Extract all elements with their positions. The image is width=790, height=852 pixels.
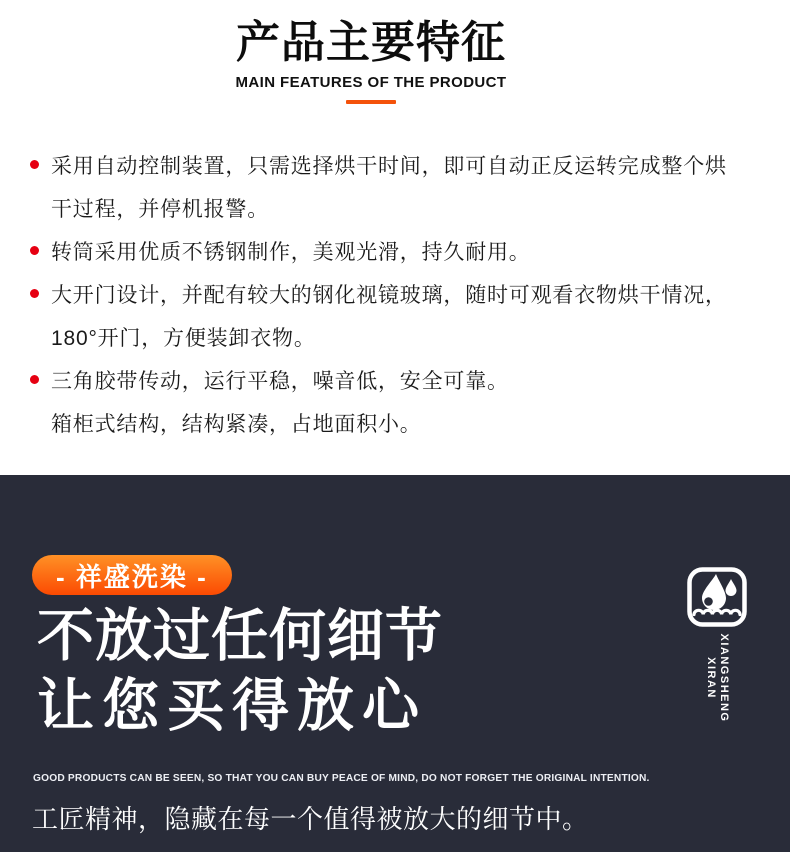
bullet-dot-icon	[30, 289, 39, 298]
feature-text: 干过程，并停机报警。	[51, 197, 269, 221]
brand-name-line2: XIRAN	[705, 657, 717, 699]
feature-line	[30, 186, 727, 229]
feature-line	[30, 143, 727, 186]
feature-list	[30, 143, 727, 444]
brand-headline-line1: 不放过任何细节	[37, 604, 443, 668]
feature-line	[30, 272, 727, 315]
page-subtitle: MAIN FEATURES OF THE PRODUCT	[235, 74, 507, 91]
brand-headline-line2: 让您买得放心	[37, 674, 427, 738]
brand-logo-block	[687, 567, 747, 817]
feature-text: 转筒采用优质不锈钢制作，美观光滑，持久耐用。	[51, 240, 531, 264]
brand-headline	[37, 601, 443, 741]
feature-text: 大开门设计，并配有较大的钢化视镜玻璃，随时可观看衣物烘干情况，	[51, 283, 727, 307]
bullet-dot-icon	[30, 375, 39, 384]
bullet-dot-icon	[30, 246, 39, 255]
feature-line	[30, 229, 727, 272]
brand-badge: - 祥盛洗染 -	[32, 555, 232, 595]
accent-divider	[346, 100, 396, 104]
feature-text: 采用自动控制装置，只需选择烘干时间，即可自动正反运转完成整个烘	[51, 154, 727, 178]
brand-banner-section	[0, 475, 790, 852]
bullet-dot-icon	[30, 160, 39, 169]
feature-text: 箱柜式结构，结构紧凑，占地面积小。	[51, 412, 422, 436]
brand-name-line1: XIANGSHENG	[718, 633, 730, 723]
feature-text: 三角胶带传动，运行平稳，噪音低，安全可靠。	[51, 369, 509, 393]
brand-name-vertical	[704, 631, 730, 725]
feature-text: 180°开门，方便装卸衣物。	[51, 326, 316, 350]
page-title: 产品主要特征	[236, 18, 506, 67]
slogan-chinese: 工匠精神，隐藏在每一个值得被放大的细节中。	[32, 804, 589, 834]
feature-line	[30, 401, 727, 444]
feature-line	[30, 358, 727, 401]
features-header	[0, 16, 742, 104]
slogan-english: GOOD PRODUCTS CAN BE SEEN, SO THAT YOU CAN BUY PEACE OF MIND, DO NOT FORGET THE ORIGINAL INTENTION.	[33, 772, 650, 784]
feature-line	[30, 315, 727, 358]
water-drop-wave-icon	[687, 567, 747, 627]
